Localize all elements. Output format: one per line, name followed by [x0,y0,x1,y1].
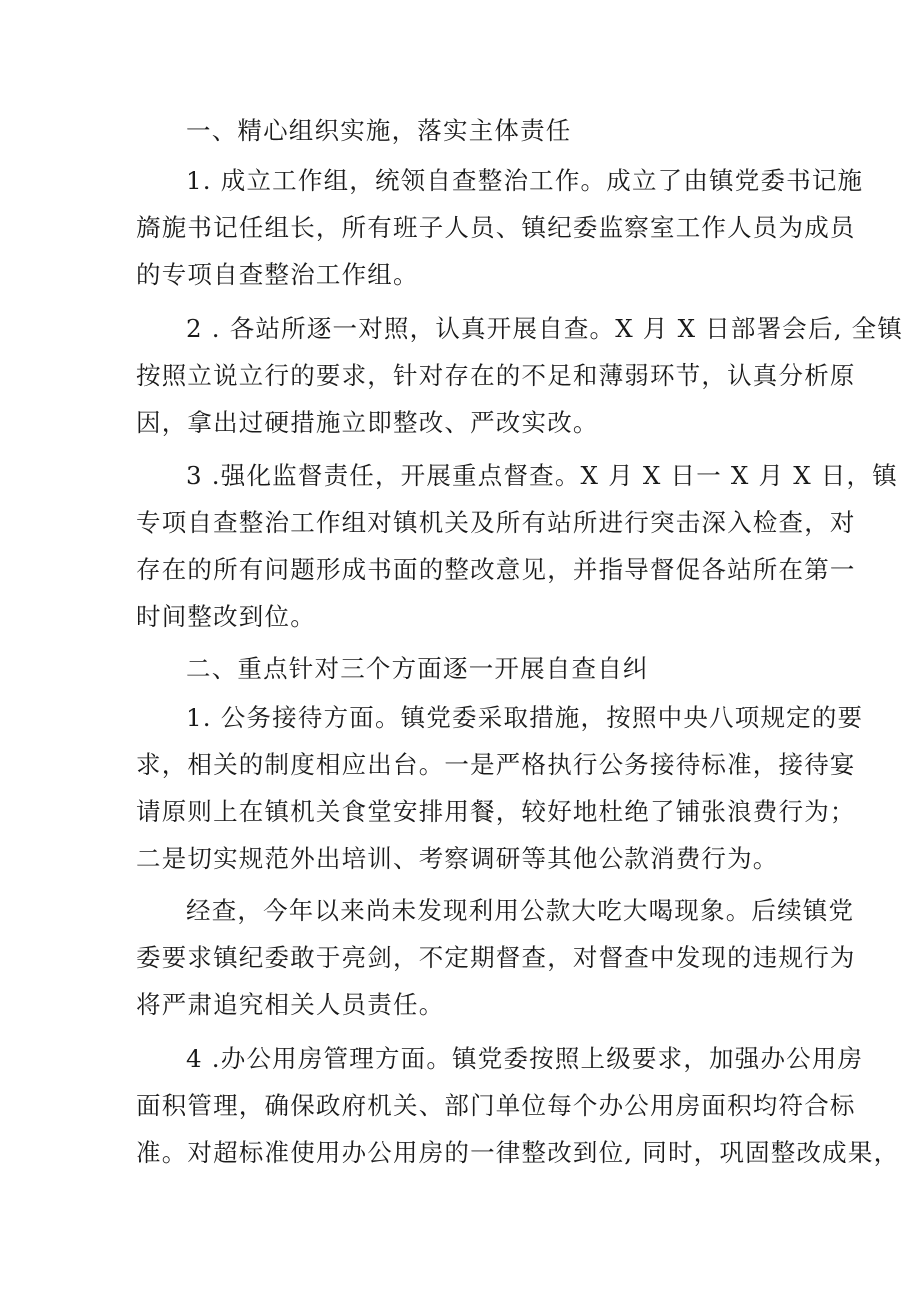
paragraph-line: 因，拿出过硬措施立即整改、严改实改。 [136,408,599,437]
paragraph-3 [136,452,898,640]
paragraph-line: 面积管理，确保政府机关、部门单位每个办公用房面积均符合标 [136,1091,856,1120]
paragraph-2 [136,305,904,446]
paragraph-line: 委要求镇纪委敢于亮剑，不定期督查，对督查中发现的违规行为 [136,943,856,972]
paragraph-1 [136,157,864,298]
paragraph-6 [136,1035,900,1176]
paragraph-line: 专项自查整治工作组对镇机关及所有站所进行突击深入检查，对 [136,508,856,537]
paragraph-line: 时间整改到位。 [136,602,316,631]
paragraph-line: 1. 公务接待方面。镇党委采取措施，按照中央八项规定的要 [186,703,864,732]
paragraph-line: 经查，今年以来尚未发现利用公款大吃大喝现象。后续镇党 [186,896,855,925]
paragraph-line: 二是切实规范外出培训、考察调研等其他公款消费行为。 [136,844,779,873]
paragraph-line: 按照立说立行的要求，针对存在的不足和薄弱环节，认真分析原 [136,361,856,390]
paragraph-line: 将严肃追究相关人员责任。 [136,990,445,1019]
paragraph-line: 4 .办公用房管理方面。镇党委按照上级要求，加强办公用房 [186,1044,864,1073]
paragraph-5 [136,887,856,1028]
section-heading-2: 二、重点针对三个方面逐一开展自查自纠 [186,654,649,683]
paragraph-line: 3 .强化监督责任，开展重点督查。X 月 X 日一 X 月 X 日，镇 [186,461,898,490]
paragraph-line: 旖旎书记任组长，所有班子人员、镇纪委监察室工作人员为成员 [136,213,856,242]
paragraph-line: 求，相关的制度相应出台。一是严格执行公务接待标准，接待宴 [136,750,856,779]
paragraph-line: 2 . 各站所逐一对照，认真开展自查。X 月 X 日部署会后, 全镇 [186,314,904,343]
paragraph-line: 1. 成立工作组，统领自查整治工作。成立了由镇党委书记施 [186,166,864,195]
section-heading-1: 一、精心组织实施，落实主体责任 [186,116,572,145]
paragraph-line: 请原则上在镇机关食堂安排用餐，较好地杜绝了铺张浪费行为； [136,797,856,826]
paragraph-4 [136,694,864,882]
paragraph-line: 的专项自查整治工作组。 [136,260,419,289]
paragraph-line: 准。对超标准使用办公用房的一律整改到位, 同时，巩固整改成果， [136,1138,900,1167]
paragraph-line: 存在的所有问题形成书面的整改意见，并指导督促各站所在第一 [136,555,856,584]
